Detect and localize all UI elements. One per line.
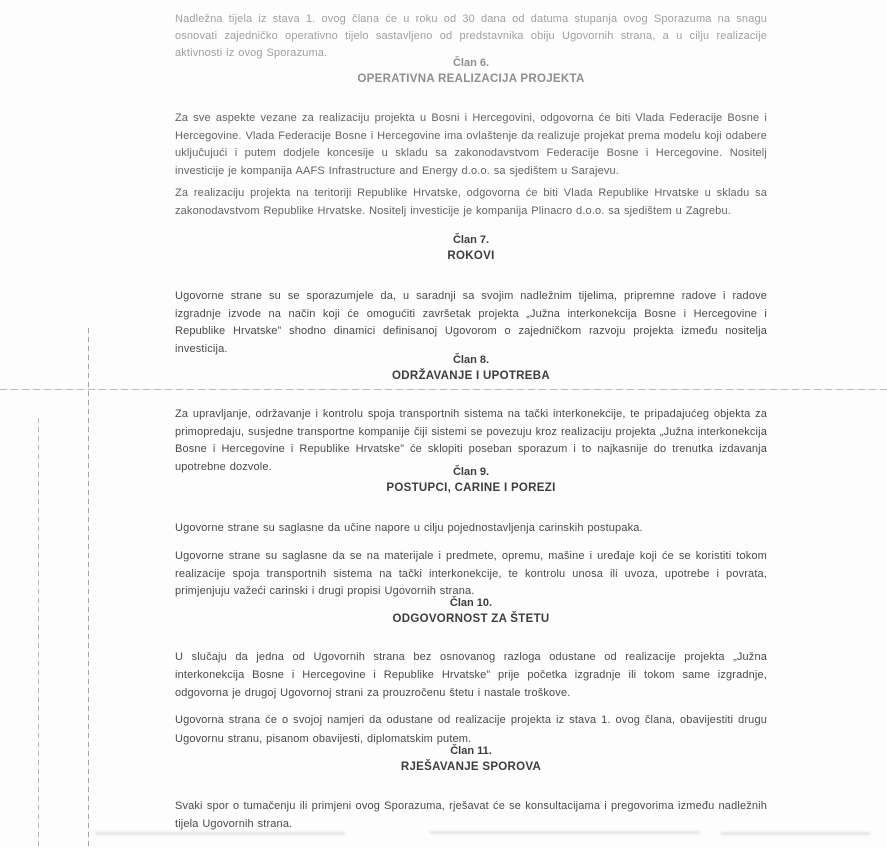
article-number: Član 6.	[452, 57, 490, 69]
article-paragraph: Ugovorne strane su saglasne da se na materijale i predmete, opremu, mašine i uređaje koji će se koristiti tokom realizacije spoja transportnih sistema na tački interkonekcije, te kontrolu unosa ili uvoza, upotrebe i povrata, primjenjuju važeći carinski i drugi propisi Ugovornih strana.	[175, 550, 767, 597]
article-7-heading	[175, 234, 767, 263]
article-10-heading	[175, 597, 767, 626]
article-title: ROKOVI	[447, 250, 495, 262]
article-paragraph: U slučaju da jedna od Ugovornih strana bez osnovanog razloga odustane od realizacije projekta „Južna interkonekcija Bosne i Hercegovine i Republike Hrvatske” prije početka izgradnje ili tokom same izgradnje, odgovorna je drugoj Ugovornoj strani za prouzročenu štetu i nastale troškove.	[175, 651, 767, 699]
article-paragraph: Ugovorne strane su saglasne da učine napore u cilju pojednostavljenja carinskih postupaka.	[175, 522, 643, 534]
article-9-heading	[175, 466, 767, 495]
article-paragraph: Ugovorne strane su se sporazumjele da, u saradnji sa svojim nadležnim tijelima, pripremne radove i radove izgradnje izvode na način koji će omogućiti završetak projekta „Južna interkonekcija Bosne i Hercegovine i Republike Hrvatske” shodno dinamici definisanoj Ugovorom o zajedničkom razvoju projekta između nositelja investicija.	[175, 290, 767, 355]
article-title: OPERATIVNA REALIZACIJA PROJEKTA	[357, 73, 585, 85]
article-11-heading	[175, 745, 767, 774]
article-number: Član 11.	[450, 745, 492, 757]
article-paragraph: Ugovorna strana će o svojoj namjeri da odustane od realizacije projekta iz stava 1. ovog člana, obavijestiti drugu Ugovornu stranu, pisanom obavijesti, diplomatskim putem.	[175, 714, 767, 745]
article-title: ODRŽAVANJE I UPOTREBA	[392, 370, 550, 382]
scan-horizontal-line	[0, 389, 887, 390]
scan-vertical-line-left	[38, 418, 39, 848]
article-paragraph: Za upravljanje, održavanje i kontrolu spoja transportnih sistema na tački interkonekcije, te pripadajućeg objekta za primopredaju, susjedne transportne kompanije čiji sistemi se povezuju kroz realizaciju projekta „Južna interkonekcija Bosne i Hercegovine i Republike Hrvatske” će sklopiti poseban sporazum i to najkasnije do trenutka izdavanja upotrebne dozvole.	[175, 408, 767, 473]
article-8-heading	[175, 354, 767, 383]
article-6-heading	[175, 57, 767, 86]
article-paragraph: Za sve aspekte vezane za realizaciju projekta u Bosni i Hercegovini, odgovorna će biti Vlada Federacije Bosne i Hercegovine. Vlada Federacije Bosne i Hercegovine ima ovlaštenje da realizuje projekat prema modelu koji odabere uključujući i putem dodjele koncesije u skladu sa zakonodavstvom Federacije Bosne i Hercegovine. Nositelj investicije je kompanija AAFS Infrastructure and Energy d.o.o. sa sjedištem u Sarajevu.	[175, 112, 767, 177]
article-number: Član 10.	[449, 597, 493, 609]
article-paragraph: Za realizaciju projekta na teritoriji Republike Hrvatske, odgovorna će biti Vlada Republike Hrvatske u skladu sa zakonodavstvom Republike Hrvatske. Nositelj investicije je kompanija Plinacro d.o.o. sa sjedištem u Zagrebu.	[175, 187, 767, 217]
scan-vertical-line-right	[88, 328, 89, 848]
article-title: ODGOVORNOST ZA ŠTETU	[392, 613, 550, 625]
article-paragraph: Svaki spor o tumačenju ili primjeni ovog Sporazuma, rješavat će se konsultacijama i pregovorima između nadležnih tijela Ugovornih strana.	[175, 800, 767, 830]
article-number: Član 8.	[452, 354, 490, 366]
article-title: RJEŠAVANJE SPOROVA	[400, 761, 542, 773]
article-title: POSTUPCI, CARINE I POREZI	[386, 482, 556, 494]
article-number: Član 9.	[452, 466, 490, 478]
article-number: Član 7.	[452, 234, 490, 246]
intro-paragraph: Nadležna tijela iz stava 1. ovog člana će u roku od 30 dana od datuma stupanja ovog Sporazuma na snagu osnovati zajedničko operativno tijelo sastavljeno od predstavnika obiju Ugovornih strana, a u cilju realizacije aktivnosti iz ovog Sporazuma.	[175, 13, 767, 59]
